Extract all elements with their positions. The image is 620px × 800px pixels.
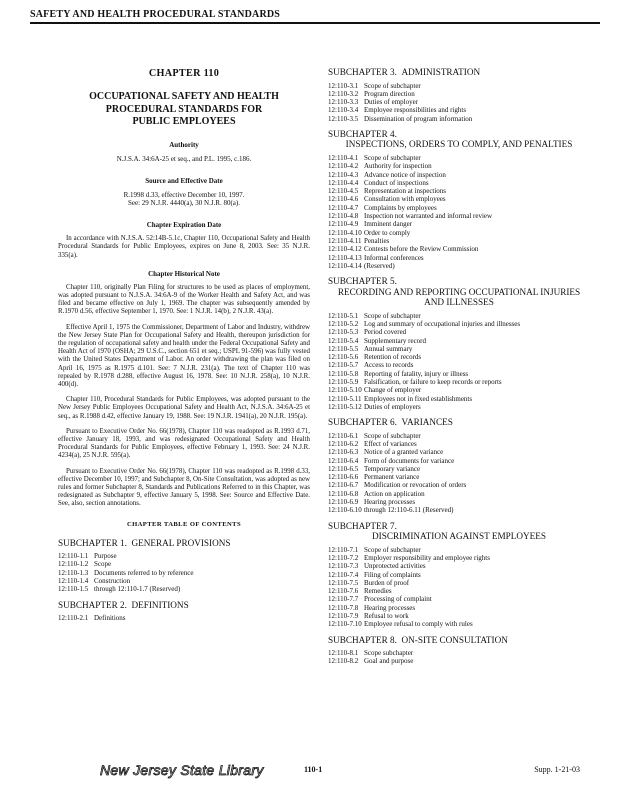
section-title: Scope of subchapter <box>364 153 421 162</box>
historical-paragraph: Chapter 110, Procedural Standards for Public Employees, was adopted pursuant to the New Jersey Public Employees Occupational Safety and Health Act, N.J.S.A. 34:6A-25 et seq., as R.1988 d.42, effective January 19, 1988. See: 19 N.J.R. 1941(a), 20 N.J.R. 195(a). <box>58 396 310 420</box>
subchapter-block <box>328 129 590 270</box>
subchapter-block <box>328 67 590 123</box>
toc-entry[interactable] <box>328 220 590 228</box>
section-number: 12:110-4.12 <box>328 245 362 254</box>
toc-entry[interactable] <box>328 229 590 237</box>
section-title: Authority for inspection <box>364 162 432 171</box>
section-number: 12:110-4.8 <box>328 212 359 221</box>
toc-entry[interactable] <box>328 620 590 628</box>
subchapter-block <box>328 417 590 514</box>
chapter-title-line: PUBLIC EMPLOYEES <box>132 116 236 127</box>
section-title: Scope of subchapter <box>364 431 421 440</box>
toc-entry[interactable] <box>328 237 590 245</box>
section-number: 12:110-5.5 <box>328 344 359 353</box>
section-number: 12:110-5.1 <box>328 311 359 320</box>
section-title: Representation at inspections <box>364 187 447 196</box>
section-title: Change of employer <box>364 386 422 395</box>
toc-entry[interactable] <box>328 187 590 195</box>
section-number: 12:110-4.1 <box>328 153 359 162</box>
toc-entry[interactable] <box>328 212 590 220</box>
section-title: Supplementary record <box>364 336 427 345</box>
section-number: 12:110-4.13 <box>328 253 362 262</box>
section-title: Remedies <box>364 587 392 596</box>
toc-entry[interactable] <box>328 448 590 456</box>
subchapter-heading <box>58 538 310 549</box>
section-number: 12:110-7.9 <box>328 612 359 621</box>
section-number: 12:110-1.5 <box>58 585 89 594</box>
toc-entry[interactable] <box>328 612 590 620</box>
subchapter-heading <box>328 635 590 646</box>
section-title: Order to comply <box>364 228 411 237</box>
section-number: 12:110-5.3 <box>328 328 359 337</box>
toc-entry[interactable] <box>328 579 590 587</box>
section-number: 12:110-7.7 <box>328 595 359 604</box>
section-number: 12:110-5.6 <box>328 353 359 362</box>
toc-entry[interactable] <box>328 262 590 270</box>
section-number: 12:110-2.1 <box>58 614 89 623</box>
section-number: 12:110-4.9 <box>328 220 359 229</box>
toc-entry[interactable] <box>328 154 590 162</box>
section-number: 12:110-7.1 <box>328 545 359 554</box>
expiration-text: In accordance with N.J.S.A. 52:14B-5.1c, Chapter 110, Occupational Safety and Health Procedural Standards for Public Employees, expires on June 8, 2003. See: 35 N.J.R. 335(a). <box>58 235 310 259</box>
right-column <box>328 67 590 666</box>
section-number: 12:110-4.3 <box>328 170 359 179</box>
section-number: 12:110-4.5 <box>328 187 359 196</box>
section-number: 12:110-7.4 <box>328 570 359 579</box>
section-number: 12:110-6.3 <box>328 448 359 457</box>
toc-entry[interactable] <box>328 361 590 369</box>
toc-entry[interactable] <box>328 90 590 98</box>
section-title: Construction <box>94 576 131 585</box>
toc-entry[interactable] <box>328 115 590 123</box>
section-number: 12:110-3.1 <box>328 81 359 90</box>
section-title: Access to records <box>364 361 414 370</box>
section-title: Conduct of inspections <box>364 178 429 187</box>
subchapter-label: SUBCHAPTER 1. <box>58 537 127 548</box>
subchapter-label: SUBCHAPTER 2. <box>58 599 127 610</box>
toc-entry[interactable] <box>328 490 590 498</box>
source-line: See: 29 N.J.R. 4440(a), 30 N.J.R. 80(a). <box>128 198 240 207</box>
page-number: 110-1 <box>304 765 323 774</box>
toc-entry[interactable] <box>328 403 590 411</box>
section-title: Form of documents for variance <box>364 456 455 465</box>
section-title: Scope of subchapter <box>364 81 421 90</box>
toc-entry[interactable] <box>328 546 590 554</box>
toc-entry[interactable] <box>328 604 590 612</box>
expiration-heading: Chapter Expiration Date <box>146 221 222 230</box>
toc-entry[interactable] <box>328 587 590 595</box>
section-number: 12:110-7.2 <box>328 553 359 562</box>
subchapter-block <box>58 538 310 594</box>
toc-heading: CHAPTER TABLE OF CONTENTS <box>126 520 242 528</box>
section-title: (Reserved) <box>364 261 395 270</box>
toc-entry[interactable] <box>328 473 590 481</box>
toc-entry[interactable] <box>328 204 590 212</box>
section-title: Informal conferences <box>364 253 424 262</box>
toc-entry[interactable] <box>328 254 590 262</box>
toc-entry[interactable] <box>58 560 310 568</box>
section-title: Documents referred to by reference <box>94 568 194 577</box>
toc-entry[interactable] <box>328 395 590 403</box>
authority-heading: Authority <box>169 140 199 149</box>
toc-entry[interactable] <box>328 595 590 603</box>
subchapter-title: INSPECTIONS, ORDERS TO COMPLY, AND PENALTIES <box>345 139 573 150</box>
section-number: 12:110-7.6 <box>328 587 359 596</box>
toc-entry[interactable] <box>58 585 310 593</box>
section-title: Scope of subchapter <box>364 311 421 320</box>
toc-entry[interactable] <box>328 571 590 579</box>
section-number: 12:110-5.7 <box>328 361 359 370</box>
section-number: 12:110-5.11 <box>328 394 362 403</box>
subchapter-label: SUBCHAPTER 4. <box>328 128 397 139</box>
section-number: 12:110-1.3 <box>58 568 89 577</box>
section-title: Advance notice of inspection <box>364 170 446 179</box>
section-title: Temporary variance <box>364 464 421 473</box>
historical-paragraph: Effective April 1, 1975 the Commissioner, Department of Labor and Industry, withdrew the New Jersey State Plan for Occupational Safety and Health, thereupon jurisdiction for the regulation of occupational safety and health under the Federal Occupational Safety and Health Act of 1970 (OSHA; 29 U.S.C., section 651 et seq.; USPL 91-596) was fully vested with the United States Department of Labor. An order withdrawing the plan was filed on April 16, 1975 as R.1975 d.101. See: 7 N.J.R. 231(a). The text of Chapter 110 was repealed by R.1978 d.288, effective August 16, 1978. See: 10 N.J.R. 258(a), 10 N.J.R. 400(d). <box>58 323 310 388</box>
historical-heading: Chapter Historical Note <box>148 269 220 278</box>
subchapter-title: ADMINISTRATION <box>401 67 481 77</box>
toc-entry[interactable] <box>328 378 590 386</box>
chapter-title-line: PROCEDURAL STANDARDS FOR <box>105 103 263 115</box>
section-title: Reporting of fatality, injury or illness <box>364 369 469 378</box>
toc-entry[interactable] <box>328 649 590 657</box>
subchapter-label: SUBCHAPTER 6. <box>328 417 397 428</box>
subchapter-heading <box>328 129 590 150</box>
section-title: Annual summary <box>364 344 413 353</box>
chapter-label: CHAPTER 110 <box>148 68 220 79</box>
section-number: 12:110-1.1 <box>58 552 89 561</box>
subchapter-title: VARIANCES <box>401 417 453 428</box>
subchapter-label: SUBCHAPTER 7. <box>328 520 397 531</box>
subchapter-heading <box>328 417 590 428</box>
section-number: 12:110-6.8 <box>328 489 359 498</box>
section-title: Definitions <box>94 614 126 623</box>
toc-entry[interactable] <box>328 195 590 203</box>
section-title: Goal and purpose <box>364 657 414 666</box>
subchapter-heading <box>328 521 590 542</box>
toc-entry[interactable] <box>58 577 310 585</box>
section-title: Retention of records <box>364 353 422 362</box>
section-number: 12:110-5.8 <box>328 369 359 378</box>
toc-entry[interactable] <box>328 106 590 114</box>
source-heading: Source and Effective Date <box>145 176 223 185</box>
toc-entry[interactable] <box>328 345 590 353</box>
section-title: Scope of subchapter <box>364 545 421 554</box>
section-title: Program direction <box>364 89 415 98</box>
toc-entry[interactable] <box>328 657 590 665</box>
toc-entry[interactable] <box>328 328 590 336</box>
section-number: 12:110-6.10 <box>328 506 362 515</box>
toc-entry[interactable] <box>328 353 590 361</box>
section-title: Log and summary of occupational injuries and illnesses <box>364 319 521 328</box>
toc-entry[interactable] <box>328 481 590 489</box>
source-line: R.1998 d.33, effective December 10, 1997. <box>123 190 245 199</box>
section-number: 12:110-3.5 <box>328 114 359 123</box>
section-title: Action on application <box>364 489 425 498</box>
section-number: 12:110-4.14 <box>328 261 362 270</box>
toc-entry[interactable] <box>328 320 590 328</box>
section-number: 12:110-5.9 <box>328 378 359 387</box>
section-number: 12:110-1.2 <box>58 560 89 569</box>
section-number: 12:110-8.2 <box>328 657 359 666</box>
section-title: Falsification, or failure to keep records or reports <box>364 378 502 387</box>
section-title: Employer responsibility and employee rights <box>364 553 490 562</box>
subchapter-heading <box>58 600 310 611</box>
section-number: 12:110-6.6 <box>328 473 359 482</box>
section-title: Inspection not warranted and informal review <box>364 212 493 221</box>
subchapter-block <box>58 600 310 623</box>
section-number: 12:110-8.1 <box>328 649 359 658</box>
toc-entry[interactable] <box>328 465 590 473</box>
toc-entry[interactable] <box>328 457 590 465</box>
toc-entry[interactable] <box>58 569 310 577</box>
toc-entry[interactable] <box>328 370 590 378</box>
toc-entry[interactable] <box>328 98 590 106</box>
section-title: Duties of employers <box>364 402 421 411</box>
section-title: Burden of proof <box>364 578 410 587</box>
section-title: Unprotected activities <box>364 562 426 571</box>
running-header: SAFETY AND HEALTH PROCEDURAL STANDARDS <box>30 9 600 24</box>
toc-entry[interactable] <box>328 554 590 562</box>
subchapter-title: DEFINITIONS <box>131 599 189 610</box>
section-number: 12:110-4.10 <box>328 228 362 237</box>
section-title: Effect of variances <box>364 440 417 448</box>
section-number: 12:110-3.2 <box>328 89 359 98</box>
section-number: 12:110-5.2 <box>328 319 359 328</box>
section-title: Employees not in fixed establishments <box>364 394 473 403</box>
toc-entry[interactable] <box>328 245 590 253</box>
section-number: 12:110-7.5 <box>328 578 359 587</box>
subchapter-heading <box>328 276 590 308</box>
section-number: 12:110-5.12 <box>328 402 362 411</box>
section-number: 12:110-5.4 <box>328 336 359 345</box>
subchapter-block <box>328 521 590 629</box>
section-number: 12:110-7.10 <box>328 620 362 629</box>
toc-entry[interactable] <box>328 337 590 345</box>
section-number: 12:110-4.11 <box>328 236 362 245</box>
toc-entry[interactable] <box>328 498 590 506</box>
section-number: 12:110-4.6 <box>328 195 359 204</box>
library-stamp: New Jersey State Library <box>100 762 264 778</box>
toc-right <box>328 67 590 666</box>
historical-paragraph: Pursuant to Executive Order No. 66(1978), Chapter 110 was readopted as R.1993 d.71, effective January 18, 1993, and was redesignated Occupational Safety and Health Procedural Standards for Public Employees, effective February 1, 1993. See: 24 N.J.R. 4234(a), 25 N.J.R. 595(a). <box>58 427 310 460</box>
section-title: through 12:110-6.11 (Reserved) <box>364 506 454 515</box>
section-title: Purpose <box>94 552 117 561</box>
section-title: Penalties <box>364 236 390 245</box>
section-number: 12:110-4.2 <box>328 162 359 171</box>
section-title: Modification or revocation of orders <box>364 481 467 490</box>
section-number: 12:110-3.3 <box>328 98 359 107</box>
section-number: 12:110-6.5 <box>328 464 359 473</box>
section-title: Scope <box>94 560 112 569</box>
toc-entry[interactable] <box>328 386 590 394</box>
section-number: 12:110-7.3 <box>328 562 359 571</box>
section-title: Employee responsibilities and rights <box>364 106 467 115</box>
section-title: Processing of complaint <box>364 595 432 604</box>
subchapter-title: GENERAL PROVISIONS <box>131 537 231 548</box>
section-title: Hearing processes <box>364 603 416 612</box>
section-title: Notice of a granted variance <box>364 448 444 457</box>
subchapter-title: DISCRIMINATION AGAINST EMPLOYEES <box>372 531 546 542</box>
section-title: Permanent variance <box>364 473 420 482</box>
section-title: Imminent danger <box>364 220 413 229</box>
section-title: Refusal to work <box>364 612 409 621</box>
section-title: Contests before the Review Commission <box>364 245 479 254</box>
page-footer <box>0 761 620 783</box>
toc-left <box>58 538 310 623</box>
toc-entry[interactable] <box>328 440 590 448</box>
supplement-date: Supp. 1-21-03 <box>534 765 580 774</box>
section-number: 12:110-4.4 <box>328 178 359 187</box>
subchapter-label: SUBCHAPTER 8. <box>328 634 397 645</box>
section-title: Consultation with employees <box>364 195 446 204</box>
toc-entry[interactable] <box>328 171 590 179</box>
toc-entry[interactable] <box>328 506 590 514</box>
section-number: 12:110-6.1 <box>328 431 359 440</box>
subchapter-block <box>328 276 590 411</box>
section-title: through 12:110-1.7 (Reserved) <box>94 585 181 594</box>
section-number: 12:110-1.4 <box>58 576 89 585</box>
section-number: 12:110-5.10 <box>328 386 362 395</box>
section-number: 12:110-6.9 <box>328 498 359 507</box>
toc-entry[interactable] <box>328 432 590 440</box>
subchapter-title: RECORDING AND REPORTING OCCUPATIONAL INJURIES AND ILLNESSES <box>337 286 581 308</box>
section-number: 12:110-6.4 <box>328 456 359 465</box>
subchapter-heading <box>328 67 590 78</box>
historical-paragraph: Pursuant to Executive Order No. 66(1978), Chapter 110 was readopted as R.1998 d.33, effective December 10, 1997; and Subchapter 8, On-Site Consultation, was adopted as new rules and former Subchapter 8, Standards and Publications Referred to in this Chapter, was redesignated as Subchapter 9, effective January 5, 1998. See: Source and Effective Date. See, also, section annotations. <box>58 467 310 508</box>
chapter-title-line: OCCUPATIONAL SAFETY AND HEALTH <box>89 91 279 102</box>
section-number: 12:110-3.4 <box>328 106 359 115</box>
section-title: Dissemination of program information <box>364 114 473 123</box>
section-title: Employee refusal to comply with rules <box>364 620 473 629</box>
subchapter-label: SUBCHAPTER 3. <box>328 67 397 77</box>
section-title: Scope subchapter <box>364 649 414 658</box>
toc-entry[interactable] <box>328 179 590 187</box>
subchapter-block <box>328 635 590 666</box>
section-number: 12:110-4.7 <box>328 203 359 212</box>
chapter-title <box>58 91 310 129</box>
section-number: 12:110-6.7 <box>328 481 359 490</box>
toc-entry[interactable] <box>328 312 590 320</box>
authority-text: N.J.S.A. 34:6A-25 et seq., and P.L. 1995, c.186. <box>116 154 252 163</box>
toc-entry[interactable] <box>328 162 590 170</box>
section-number: 12:110-7.8 <box>328 603 359 612</box>
section-title: Period covered <box>364 328 407 337</box>
toc-entry[interactable] <box>58 552 310 560</box>
section-title: Complaints by employees <box>364 203 437 212</box>
toc-entry[interactable] <box>328 562 590 570</box>
section-number: 12:110-6.2 <box>328 440 359 448</box>
subchapter-label: SUBCHAPTER 5. <box>328 276 397 287</box>
section-title: Hearing processes <box>364 498 416 507</box>
left-column <box>58 58 310 622</box>
toc-entry[interactable] <box>328 82 590 90</box>
section-title: Duties of employer <box>364 98 419 107</box>
historical-paragraph: Chapter 110, originally Plan Filing for structures to be used as places of employment, was adopted pursuant to N.J.S.A. 34:6A-9 of the Worker Health and Safety Act, and was filed and became effective on July 1, 1969. The chapter was subsequently amended by R.1970 d.56, effective September 1, 1970. See: 1 N.J.R. 14(b), 2 N.J.R. 43(a). <box>58 283 310 316</box>
section-title: Filing of complaints <box>364 570 421 579</box>
toc-entry[interactable] <box>58 614 310 622</box>
subchapter-title: ON-SITE CONSULTATION <box>401 634 508 645</box>
